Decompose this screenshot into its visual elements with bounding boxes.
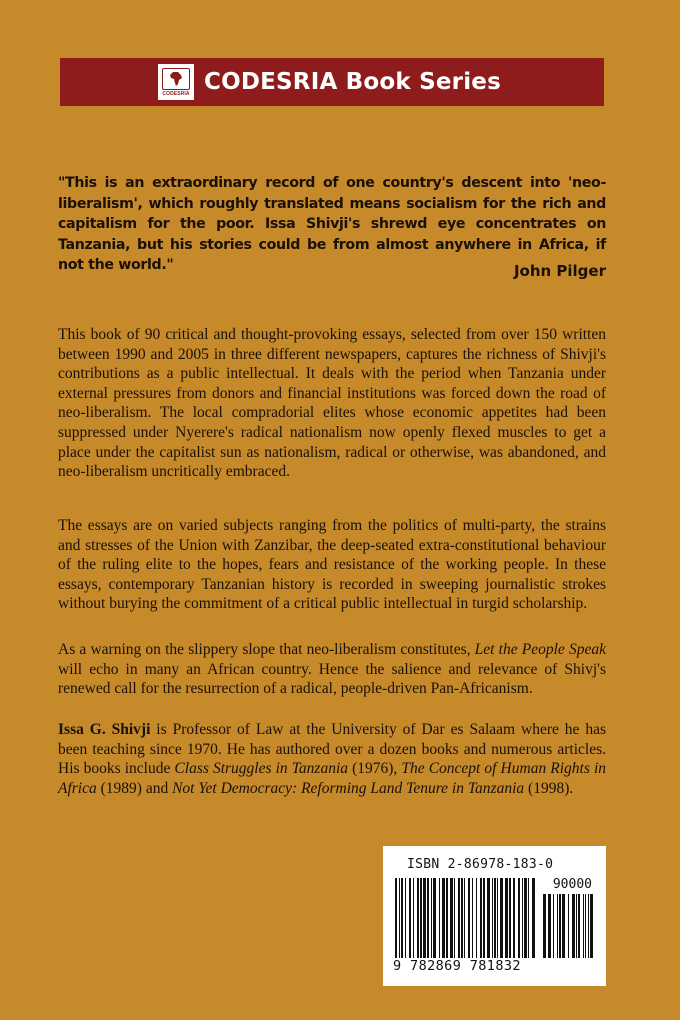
barcode-bar (420, 878, 422, 958)
description-paragraph-3 (58, 640, 606, 699)
book-citation-1: Class Struggles in Tanzania (174, 760, 349, 778)
barcode-bar (578, 894, 580, 958)
barcode-bar (513, 878, 515, 958)
barcode-bar (417, 878, 419, 958)
barcode-bar (446, 878, 448, 958)
barcode-bar (458, 878, 460, 958)
bio-year-3: (1998). (524, 779, 574, 797)
p3-text-end: will echo in many an African country. Hence the salience and relevance of Shivj's renewed call for the resurrection of a radical, people-driven Pan-Africanism. (58, 660, 606, 698)
barcode-bar (585, 894, 586, 958)
barcode-bar (528, 878, 529, 958)
barcode-bar (487, 878, 490, 958)
barcode-bar (442, 878, 445, 958)
barcode-bar (572, 894, 575, 958)
series-title: CODESRIA Book Series (204, 69, 501, 95)
barcode-bar (483, 878, 485, 958)
barcode-bar (492, 878, 493, 958)
barcode-bar (568, 894, 569, 958)
barcode-bar (557, 894, 558, 958)
barcode-bar (431, 878, 432, 958)
barcode-bar (395, 878, 397, 958)
quote-author: John Pilger (513, 262, 606, 280)
p3-text-start: As a warning on the slippery slope that neo-liberalism constitutes, (58, 641, 475, 658)
author-name: Issa G. Shivji (58, 721, 151, 738)
barcode-bar (553, 894, 554, 958)
barcode-bar (576, 894, 577, 958)
barcode-bar (439, 878, 440, 958)
addon-barcode-bars (543, 894, 593, 958)
barcode-bar (476, 878, 477, 958)
barcode-bar (461, 878, 463, 958)
barcode-bar (497, 878, 498, 958)
series-banner (60, 58, 604, 106)
barcode-bar (548, 894, 551, 958)
barcode-bar (401, 878, 403, 958)
barcode-bar (423, 878, 426, 958)
description-paragraph-2: The essays are on varied subjects ranging from the politics of multi-party, the strains and stresses of the Union with Zanzibar, the deep-seated extra-constitutional behaviour of the ruling elite to the hopes, fears and resistance of the working people. In these essays, contemporary Tanzanian history is recorded in sweeping journalistic strokes without burying the commitment of a critical public intellectual in turgid scholarship. (58, 517, 606, 613)
barcode-bar (588, 894, 589, 958)
codesria-logo (158, 64, 194, 100)
book-citation-3: Not Yet Democracy: Reforming Land Tenure in Tanzania (172, 779, 525, 797)
barcode-bar (405, 878, 406, 958)
barcode-bar (522, 878, 523, 958)
barcode-bar (500, 878, 503, 958)
book-title: Let the People Speak (474, 641, 606, 658)
barcode-bar (454, 878, 455, 958)
ean-number: 9 782869 781832 (393, 958, 521, 974)
isbn-number: ISBN 2-86978-183-0 (407, 857, 554, 872)
barcode-bar (472, 878, 473, 958)
barcode-bar (562, 894, 565, 958)
barcode-bar (409, 878, 411, 958)
africa-map-icon (162, 68, 190, 90)
barcode-bar (450, 878, 453, 958)
author-bio (58, 720, 606, 798)
barcode-bar (518, 878, 520, 958)
africa-shape-icon (169, 71, 183, 87)
barcode-bar (590, 894, 593, 958)
price-code: 90000 (552, 877, 592, 892)
bio-year-1: (1976), (348, 760, 402, 778)
description-paragraph-1: This book of 90 critical and thought-provoking essays, selected from over 150 written between 1990 and 2005 in three different newspapers, captures the richness of Shivji's contributions as a public intellectual. It deals with the period when Tanzania under external pressures from donors and financial institutions was forced down the road of neo-liberalism. The local compradorial elites whose economic appetites had been suppressed under Nyerere's radical nationalism now openly flexed muscles to get a place under the capitalist sun as nationalism, radical or otherwise, was abandoned, and neo-liberalism uncritically embraced. (58, 326, 606, 481)
book-citation-2: The Concept of Human Rights in Africa (58, 760, 607, 797)
endorsement-quote: "This is an extraordinary record of one country's descent into 'neo-liberalism', which roughly translated means socialism for the rich and capitalism for the poor. Issa Shivji's shrewd eye concentrates on Tanzania, but his stories could be from almost anywhere in Africa, if not the world." (58, 175, 606, 273)
bio-intro: is Professor of Law at the University of Dar es Salaam where he has been teaching since 1970. He has authored over a dozen books and numerous articles. His books include (58, 721, 607, 778)
barcode-bar (427, 878, 429, 958)
barcode-bar (583, 894, 584, 958)
barcode-bar (433, 878, 436, 958)
barcode-bar (413, 878, 414, 958)
barcode-bar (532, 878, 535, 958)
barcode-bar (524, 878, 527, 958)
isbn-barcode (383, 846, 606, 986)
barcode-bar (559, 894, 561, 958)
barcode-bar (399, 878, 400, 958)
barcode-bar (464, 878, 465, 958)
barcode-bar (505, 878, 508, 958)
barcode-bar (494, 878, 496, 958)
bio-year-2: (1989) and (96, 779, 173, 797)
barcode-bar (468, 878, 470, 958)
barcode-bar (509, 878, 511, 958)
barcode-bar (543, 894, 546, 958)
ean-barcode-bars (395, 878, 537, 958)
logo-label: CODESRIA (162, 91, 190, 97)
barcode-bar (480, 878, 482, 958)
